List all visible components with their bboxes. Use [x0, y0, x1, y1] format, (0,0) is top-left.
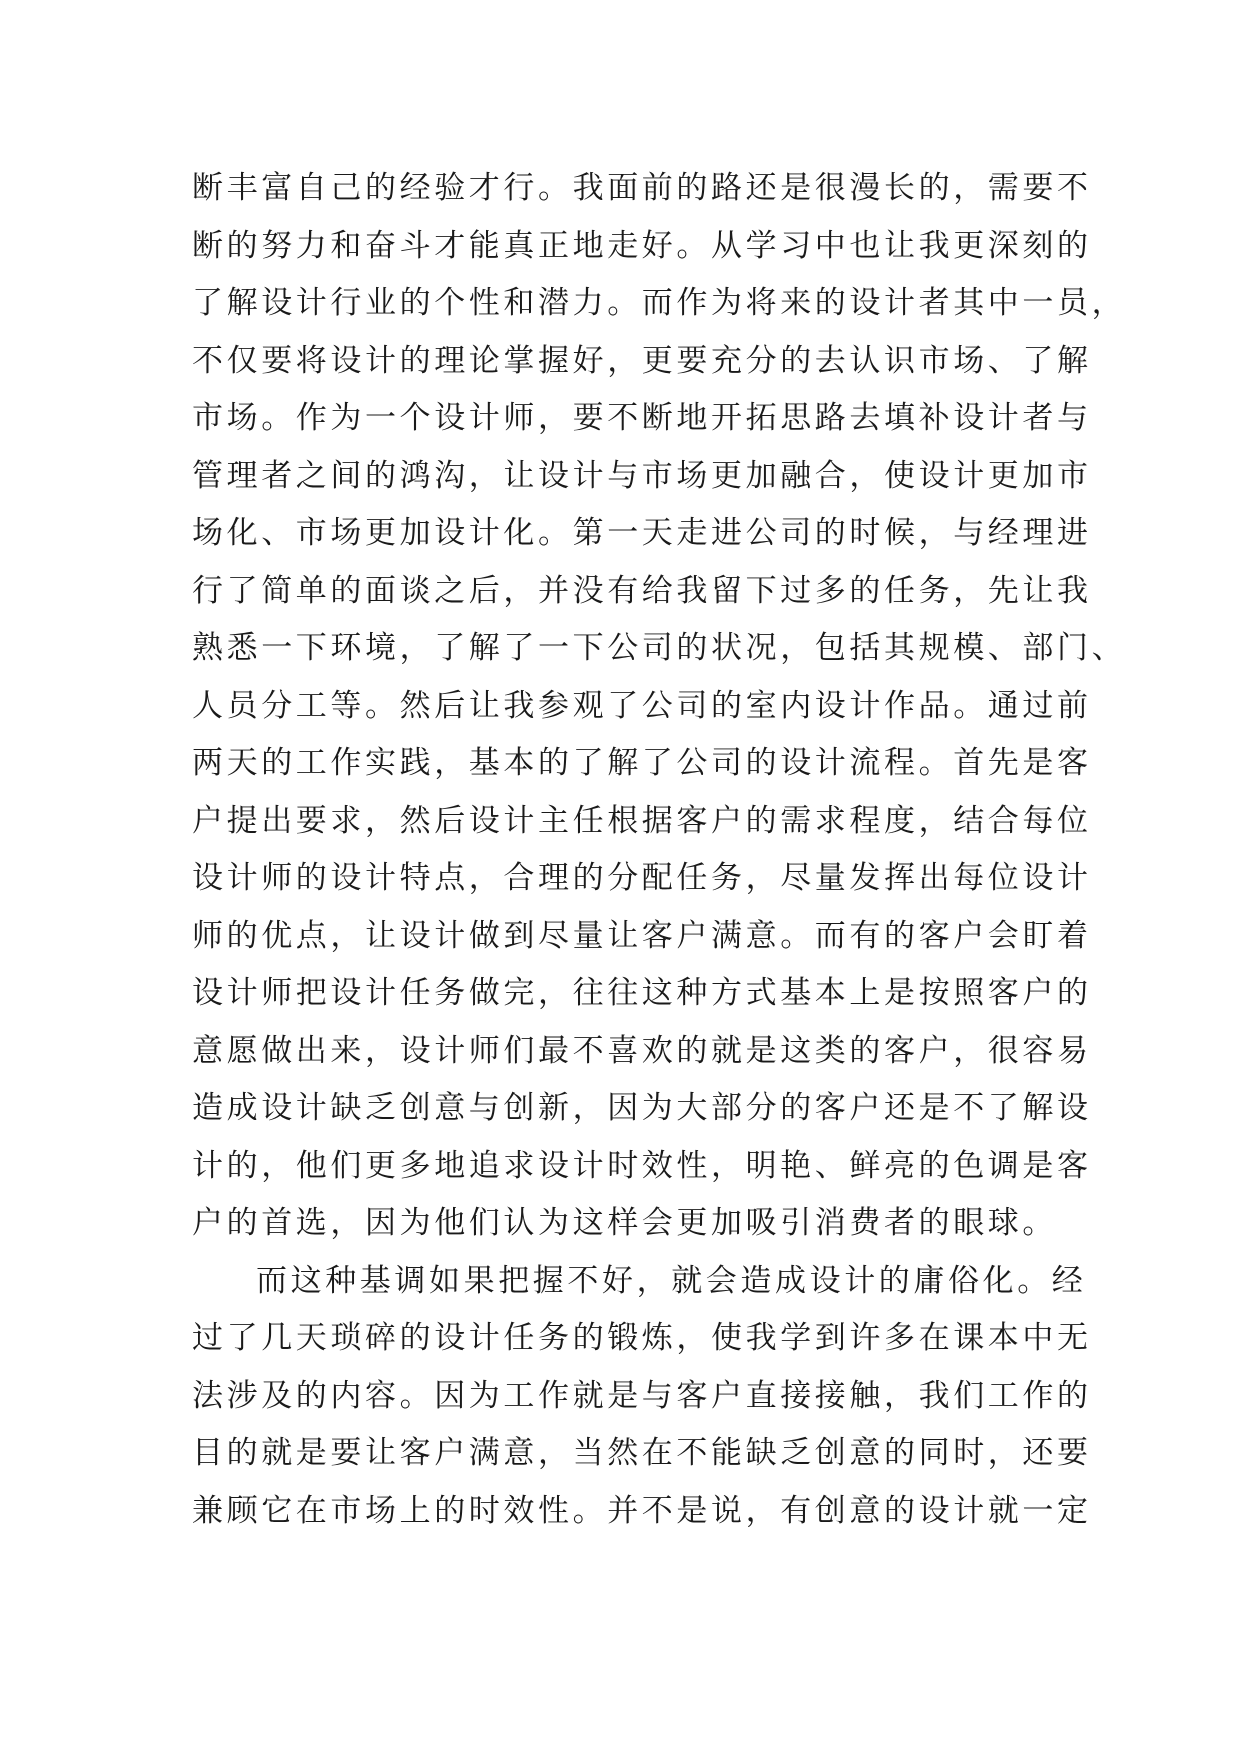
text-line: 户提出要求，然后设计主任根据客户的需求程度，结合每位: [192, 802, 1092, 839]
text-line: 场化、市场更加设计化。第一天走进公司的时候，与经理进: [192, 515, 1092, 551]
text-line: 目的就是要让客户满意，当然在不能缺乏创意的同时，还要: [192, 1435, 1092, 1471]
text-line: 行了简单的面谈之后，并没有给我留下过多的任务，先让我: [192, 572, 1092, 609]
text-line: 计的，他们更多地追求设计时效性，明艳、鲜亮的色调是客: [192, 1147, 1092, 1184]
paragraph-start-line: 而这种基调如果把握不好，就会造成设计的庸俗化。经: [256, 1262, 1087, 1299]
text-line: 法涉及的内容。因为工作就是与客户直接接触，我们工作的: [192, 1377, 1092, 1414]
text-line: 熟悉一下环境，了解了一下公司的状况，包括其规模、部门、: [192, 630, 1127, 666]
text-line: 两天的工作实践，基本的了解了公司的设计流程。首先是客: [192, 745, 1092, 781]
text-line: 设计师的设计特点，合理的分配任务，尽量发挥出每位设计: [192, 860, 1092, 896]
text-line: 人员分工等。然后让我参观了公司的室内设计作品。通过前: [192, 687, 1092, 724]
text-line: 断丰富自己的经验才行。我面前的路还是很漫长的，需要不: [192, 170, 1092, 206]
text-line: 市场。作为一个设计师，要不断地开拓思路去填补设计者与: [192, 400, 1092, 436]
text-line: 设计师把设计任务做完，往往这种方式基本上是按照客户的: [192, 975, 1092, 1011]
text-line: 造成设计缺乏创意与创新，因为大部分的客户还是不了解设: [192, 1090, 1092, 1126]
text-line: 管理者之间的鸿沟，让设计与市场更加融合，使设计更加市: [192, 457, 1092, 494]
body-text: [192, 160, 1127, 1540]
text-line: 断的努力和奋斗才能真正地走好。从学习中也让我更深刻的: [192, 227, 1092, 264]
text-line: 兼顾它在市场上的时效性。并不是说，有创意的设计就一定: [192, 1492, 1092, 1529]
text-line: 了解设计行业的个性和潜力。而作为将来的设计者其中一员，: [192, 285, 1127, 321]
text-line: 意愿做出来，设计师们最不喜欢的就是这类的客户，很容易: [192, 1032, 1092, 1069]
text-line: 不仅要将设计的理论掌握好，更要充分的去认识市场、了解: [192, 342, 1092, 379]
text-line: 师的优点，让设计做到尽量让客户满意。而有的客户会盯着: [192, 917, 1092, 954]
text-line: 户的首选，因为他们认为这样会更加吸引消费者的眼球。: [192, 1205, 1057, 1241]
text-line: 过了几天琐碎的设计任务的锻炼，使我学到许多在课本中无: [192, 1320, 1092, 1356]
